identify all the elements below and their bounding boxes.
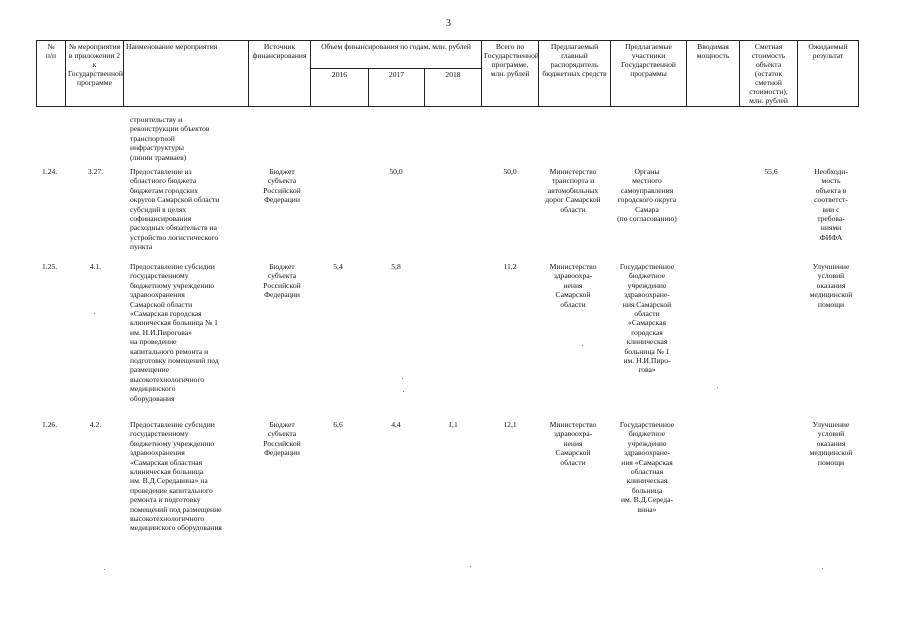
row-no: 1.24. — [42, 167, 58, 176]
scan-speck — [822, 568, 823, 569]
header-year-2017: 2017 — [369, 69, 425, 107]
scan-speck — [94, 313, 95, 314]
scan-speck — [403, 391, 404, 392]
row-source: Бюджет субъекта Российской Федерации — [263, 262, 301, 300]
row-name: Предоставление субсидии государственному бюджетному учреждению здравоохранения «Самарская областная клиническая больница им. В.Д.Середавина» на проведение капитального ремонта и подготовку помещений под размещение высокотехнологичного медицинского оборудования — [130, 420, 222, 533]
row-total: 11,2 — [503, 262, 517, 271]
row-2016: 6,6 — [333, 420, 343, 429]
header-participants: Предлагаемые участники Государственной программы — [611, 41, 687, 107]
row-result: Улучшение условий оказания медицинской помощи — [809, 420, 853, 467]
row-result: Необходи- мость объекта в соответст- вии с требова- ниями ФИФА — [814, 167, 848, 242]
row-participants: Государственное бюджетное учреждение здравоохране- ния Самарской области «Самарская городская клиническая больница № 1 им. Н.И.Пиро- гова» — [619, 262, 675, 375]
scan-speck — [582, 345, 583, 346]
scan-speck — [402, 378, 403, 379]
header-name: Наименование мероприятия — [124, 41, 249, 107]
table-header — [36, 40, 859, 107]
row-event-no: 4.2. — [89, 420, 102, 429]
row-event-no: 3.27. — [87, 167, 104, 176]
row-source: Бюджет субъекта Российской Федерации — [263, 420, 301, 458]
row-no: 1.25. — [42, 262, 58, 271]
row-event-no: 4.1. — [89, 262, 102, 271]
row-source: Бюджет субъекта Российской Федерации — [263, 167, 301, 205]
scan-speck — [470, 566, 471, 567]
row-no: 1.26. — [42, 420, 58, 429]
scan-speck — [717, 387, 718, 388]
header-cost: Сметная стоимость объекта (остаток сметной стоимости), млн. рублей — [740, 41, 798, 107]
row-result: Улучшение условий оказания медицинской помощи — [809, 262, 853, 309]
header-total: Всего по Государственной программе, млн. рублей — [482, 41, 539, 107]
header-no: № п/п — [37, 41, 66, 107]
row-manager: Министерство здравоохра- нения Самарской области — [549, 420, 597, 467]
header-year-2016: 2016 — [311, 69, 369, 107]
page-number: 3 — [446, 18, 451, 29]
row-2017: 4,4 — [391, 420, 401, 429]
row-name: Предоставление из областного бюджета бюджетам городских округов Самарской области субсидий в целях софинансирования расходных обязательств на устройство логистического пункта — [130, 167, 220, 252]
row-2017: 50,0 — [389, 167, 403, 176]
header-capacity: Вводимая мощность — [687, 41, 740, 107]
row-total: 50,0 — [503, 167, 517, 176]
row-manager: Министерство транспорта и автомобильных дорог Самарской области — [545, 167, 601, 214]
header-source: Источник финансирования — [249, 41, 311, 107]
row-2017: 5,8 — [391, 262, 401, 271]
row-participants: Органы местного самоуправления городского округа Самара (по согласованию) — [617, 167, 677, 224]
header-result: Ожидаемый результат — [798, 41, 859, 107]
row-participants: Государственное бюджетное учреждение здравоохране- ния «Самарская областная клиническая больница им. В.Д.Середа- вина» — [619, 420, 675, 514]
scan-speck — [104, 569, 105, 570]
row-total: 12,1 — [503, 420, 517, 429]
row-cost: 55,6 — [764, 167, 778, 176]
row-manager: Министерство здравоохра- нения Самарской области — [549, 262, 597, 309]
continuation-name: строительству и реконструкции объектов транспортной инфраструктуры (линии трамваев) — [130, 115, 210, 162]
header-volume: Объем финансирования по годам, млн. рублей — [311, 41, 482, 69]
header-year-2018: 2018 — [425, 69, 482, 107]
row-2018: 1,1 — [448, 420, 458, 429]
header-event-no: № мероприятия в приложении 2 к Государственной программе — [66, 41, 124, 107]
row-2016: 5,4 — [333, 262, 343, 271]
row-name: Предоставление субсидии государственному бюджетному учреждению здравоохранения Самарской области «Самарская городская клиническая больница № 1 им. Н.И.Пирогова» на проведение капитального ремонта и подготовку помещений под размещение высокотехнологичного медицинского оборудования — [130, 262, 219, 403]
header-manager: Предлагаемый главный распорядитель бюджетных средств — [539, 41, 611, 107]
